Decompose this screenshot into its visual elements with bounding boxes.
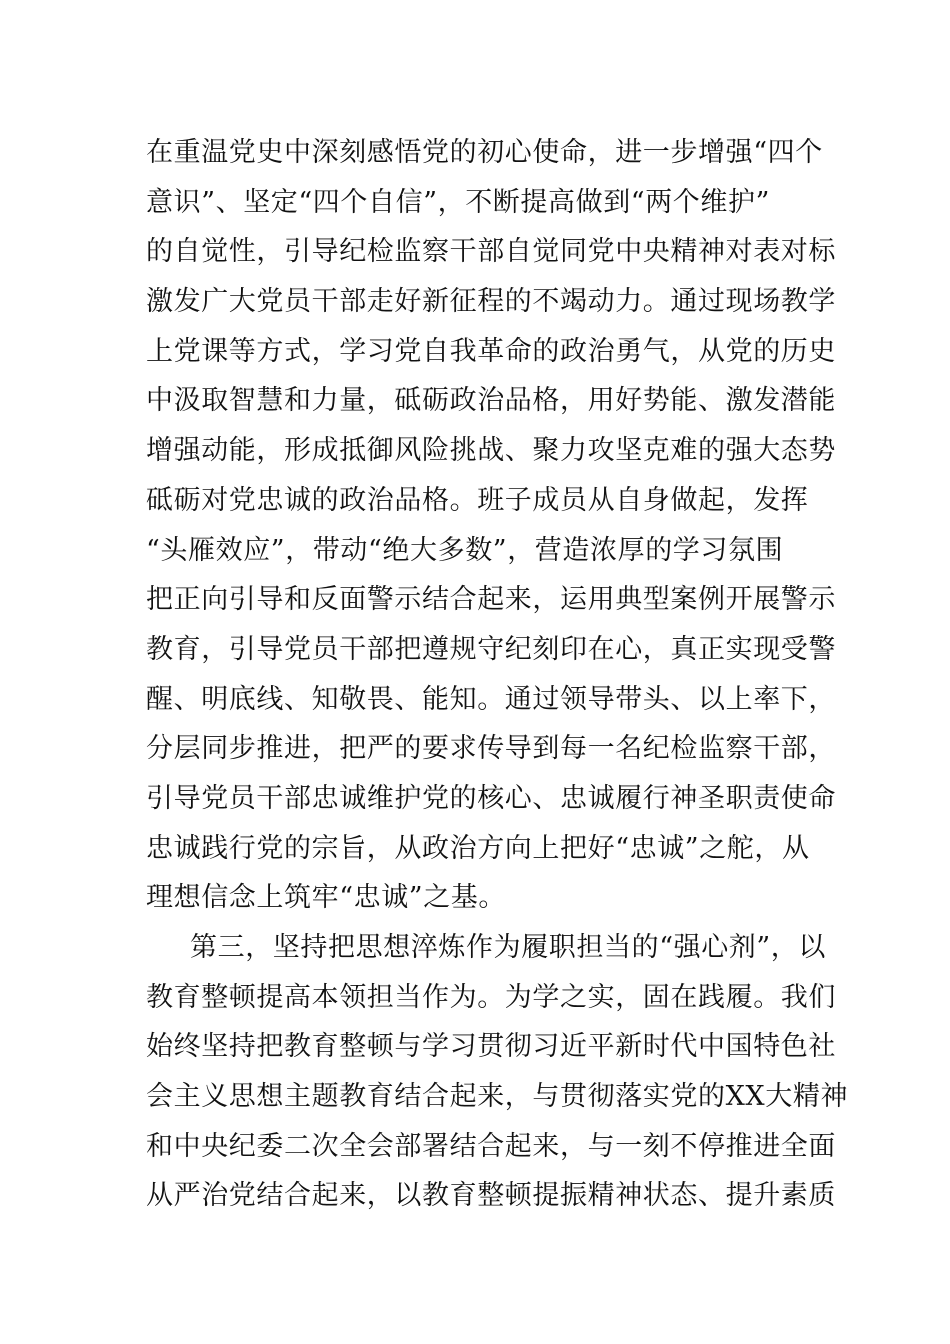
- text-line: 砥砺对党忠诚的政治品格。班子成员从自身做起，发挥: [146, 484, 809, 516]
- text-line: 分层同步推进，把严的要求传导到每一名纪检监察干部，: [146, 733, 836, 765]
- text-line: 把正向引导和反面警示结合起来，运用典型案例开展警示: [146, 584, 836, 616]
- text-line: 教育整顿提高本领担当作为。为学之实，固在践履。我们: [146, 981, 836, 1013]
- text-line: 醒、明底线、知敬畏、能知。通过领导带头、以上率下，: [146, 683, 836, 715]
- text-line: 教育，引导党员干部把遵规守纪刻印在心，真正实现受警: [146, 633, 836, 665]
- body-text: [146, 128, 849, 1221]
- text-line: 始终坚持把教育整顿与学习贯彻习近平新时代中国特色社: [146, 1031, 836, 1063]
- paragraph-1: [146, 128, 836, 923]
- text-line: 的自觉性，引导纪检监察干部自觉同党中央精神对表对标: [146, 236, 836, 268]
- text-line: 增强动能，形成抵御风险挑战、聚力攻坚克难的强大态势: [146, 435, 836, 467]
- text-line: 和中央纪委二次全会部署结合起来，与一刻不停推进全面: [146, 1130, 836, 1162]
- text-line: 理想信念上筑牢“忠诚”之基。: [146, 882, 507, 914]
- text-line: 会主义思想主题教育结合起来，与贯彻落实党的XX大精神: [146, 1081, 849, 1113]
- text-line: 忠诚践行党的宗旨，从政治方向上把好“忠诚”之舵，从: [146, 832, 810, 864]
- text-line: 激发广大党员干部走好新征程的不竭动力。通过现场教学: [146, 286, 836, 318]
- text-line: 中汲取智慧和力量，砥砺政治品格，用好势能、激发潜能: [146, 385, 836, 417]
- text-line: 从严治党结合起来，以教育整顿提振精神状态、提升素质: [146, 1180, 836, 1212]
- text-line: “头雁效应”，带动“绝大多数”，营造浓厚的学习氛围: [146, 534, 784, 566]
- text-line: 第三，坚持把思想淬炼作为履职担当的“强心剂”，以: [190, 932, 827, 963]
- paragraph-2: [146, 923, 849, 1221]
- text-line: 在重温党史中深刻感悟党的初心使命，进一步增强“四个: [146, 137, 823, 168]
- text-line: 意识”、坚定“四个自信”，不断提高做到“两个维护”: [146, 186, 771, 218]
- text-line: 上党课等方式，学习党自我革命的政治勇气，从党的历史: [146, 335, 836, 367]
- text-line: 引导党员干部忠诚维护党的核心、忠诚履行神圣职责使命: [146, 782, 836, 814]
